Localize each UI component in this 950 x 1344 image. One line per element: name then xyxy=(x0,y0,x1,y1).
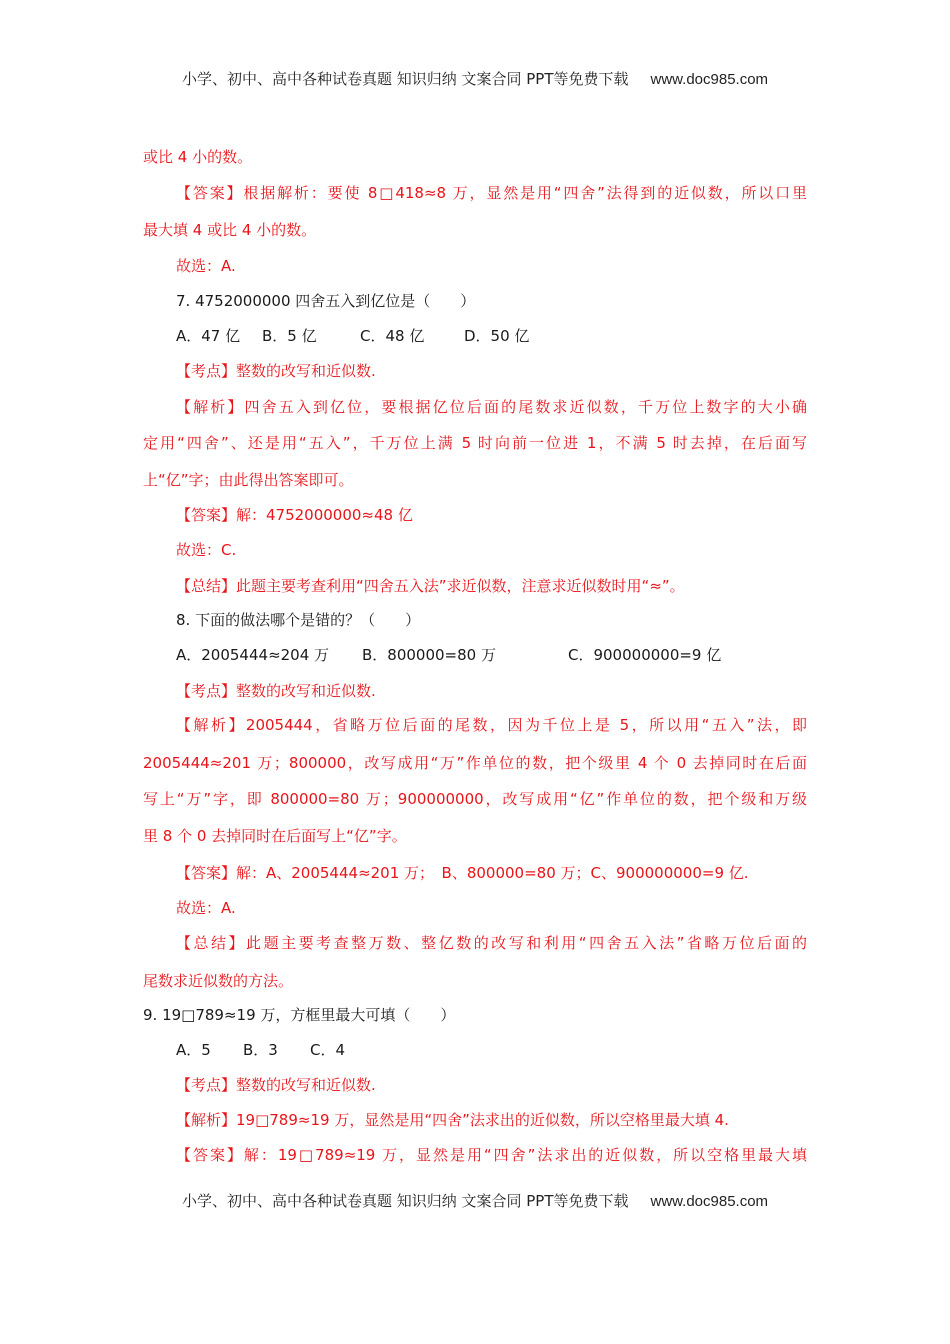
option-c: C．48 亿 xyxy=(360,327,425,345)
choice-line: 故选：A. xyxy=(176,257,236,275)
answer-line: 【答案】解：4752000000≈48 亿 xyxy=(176,506,413,524)
option-a: A．47 亿 xyxy=(176,327,241,345)
analysis-line: 上“亿”字；由此得出答案即可。 xyxy=(143,471,354,489)
footer-url[interactable]: www.doc985.com xyxy=(650,1193,769,1210)
option-b: B．5 亿 xyxy=(262,327,317,345)
question-7: 7. 4752000000 四舍五入到亿位是（ ） xyxy=(176,292,476,310)
knowledge-point: 【考点】整数的改写和近似数. xyxy=(176,682,376,700)
question-7-options xyxy=(176,325,529,346)
analysis-line: 【解析】2005444，省略万位后面的尾数，因为千位上是 5，所以用“五入”法，即 xyxy=(176,716,807,734)
footer-text: 小学、初中、高中各种试卷真题 知识归纳 文案合同 PPT等免费下载 xyxy=(181,1192,629,1210)
summary-line: 【总结】此题主要考查整万数、整亿数的改写和利用“四舍五入法”省略万位后面的 xyxy=(176,934,807,952)
summary-line: 尾数求近似数的方法。 xyxy=(143,972,294,990)
option-a: A．2005444≈204 万 xyxy=(176,646,330,664)
option-a: A．5 xyxy=(176,1041,211,1059)
question-8: 8. 下面的做法哪个是错的？（ ） xyxy=(176,611,421,629)
choice-line: 故选：C. xyxy=(176,541,237,559)
knowledge-point: 【考点】整数的改写和近似数. xyxy=(176,362,376,380)
analysis-line: 2005444≈201 万；800000，改写成用“万”作单位的数，把个级里 4 个 0 去掉同时在后面 xyxy=(143,754,807,772)
question-8-options xyxy=(176,644,721,665)
header-url[interactable]: www.doc985.com xyxy=(650,71,769,88)
answer-line: 【答案】根据解析：要使 8□418≈8 万，显然是用“四舍”法得到的近似数，所以口里 xyxy=(176,184,807,202)
analysis-line: 写上“万”字，即 800000=80 万；900000000，改写成用“亿”作单位的数，把个级和万级 xyxy=(143,790,807,808)
page-footer xyxy=(0,1190,950,1211)
page-header xyxy=(0,68,950,89)
analysis-line: 里 8 个 0 去掉同时在后面写上“亿”字。 xyxy=(143,827,407,845)
text-line: 或比 4 小的数。 xyxy=(143,148,253,166)
answer-line: 最大填 4 或比 4 小的数。 xyxy=(143,221,317,239)
option-d: D．50 亿 xyxy=(464,327,530,345)
analysis-line: 【解析】四舍五入到亿位，要根据亿位后面的尾数求近似数，千万位上数字的大小确 xyxy=(176,398,807,416)
analysis-line: 【解析】19□789≈19 万，显然是用“四舍”法求出的近似数，所以空格里最大填 4. xyxy=(176,1111,729,1129)
analysis-line: 定用“四舍”、还是用“五入”，千万位上满 5 时向前一位进 1，不满 5 时去掉，在后面写 xyxy=(143,434,807,452)
option-b: B．800000=80 万 xyxy=(362,646,496,664)
header-text: 小学、初中、高中各种试卷真题 知识归纳 文案合同 PPT等免费下载 xyxy=(181,70,629,88)
question-9-options xyxy=(176,1039,345,1060)
question-9: 9. 19□789≈19 万，方框里最大可填（ ） xyxy=(143,1006,456,1024)
choice-line: 故选：A. xyxy=(176,899,236,917)
knowledge-point: 【考点】整数的改写和近似数. xyxy=(176,1076,376,1094)
summary-line: 【总结】此题主要考查利用“四舍五入法”求近似数，注意求近似数时用“≈”。 xyxy=(176,577,685,595)
option-b: B．3 xyxy=(243,1041,278,1059)
answer-line: 【答案】解：19□789≈19 万，显然是用“四舍”法求出的近似数，所以空格里最大填 xyxy=(176,1146,807,1164)
answer-line: 【答案】解：A、2005444≈201 万； B、800000=80 万；C、900000000=9 亿. xyxy=(176,864,749,882)
option-c: C．4 xyxy=(310,1041,346,1059)
option-c: C．900000000=9 亿 xyxy=(568,646,722,664)
